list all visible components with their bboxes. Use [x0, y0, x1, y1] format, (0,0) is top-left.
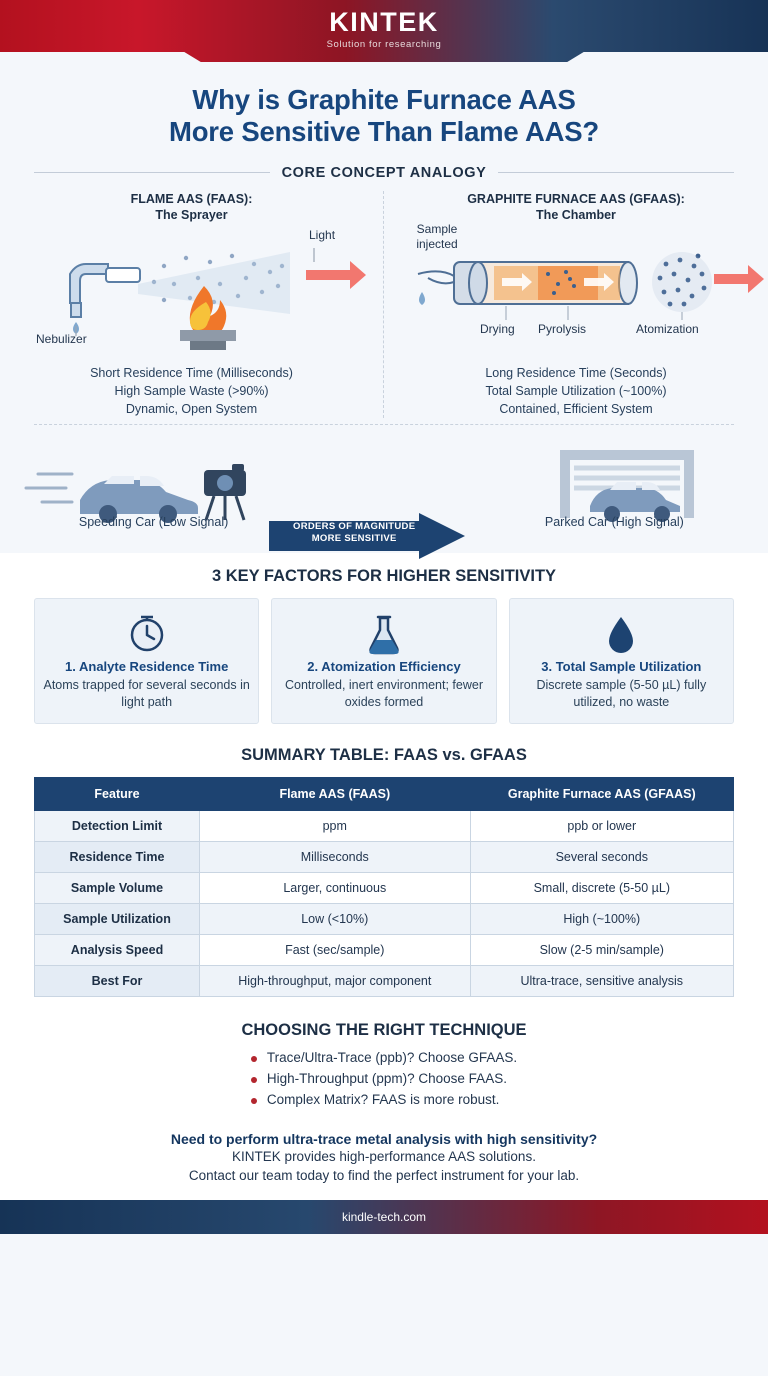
speeding-car-icon	[8, 444, 308, 526]
cta-line-1: Need to perform ultra-trace metal analysis with high sensitivity?	[170, 1130, 598, 1147]
flame-aas-subheading: The Sprayer	[155, 207, 228, 222]
gfaas-fact-3: Contained, Efficient System	[499, 402, 653, 416]
row-5-faas: High-throughput, major component	[200, 965, 471, 996]
sample-injected-label: Sample injected	[416, 221, 458, 251]
choosing-heading: CHOOSING THE RIGHT TECHNIQUE	[241, 1020, 527, 1039]
summary-table-heading: SUMMARY TABLE: FAAS vs. GFAAS	[241, 745, 527, 764]
band-rule-left	[34, 172, 270, 173]
gfaas-column	[384, 191, 768, 418]
row-5-gfaas: Ultra-trace, sensitive analysis	[470, 965, 733, 996]
factor-card-1	[34, 598, 259, 724]
factor-2-desc: Controlled, inert environment; fewer oxides formed	[284, 678, 483, 709]
flame-aas-facts	[14, 364, 369, 418]
car-analogy	[0, 431, 768, 543]
row-4-feature: Analysis Speed	[35, 934, 200, 965]
table-row	[35, 872, 734, 903]
speeding-car-caption: Speeding Car (Low Signal)	[78, 514, 229, 529]
page-footer	[0, 1200, 768, 1234]
parked-car-icon	[498, 444, 758, 526]
row-4-faas: Fast (sec/sample)	[200, 934, 471, 965]
key-factors-heading: 3 KEY FACTORS FOR HIGHER SENSITIVITY	[211, 567, 557, 586]
choosing-bullet-1: Trace/Ultra-Trace (ppb)? Choose GFAAS.	[251, 1048, 517, 1069]
analogy-divider	[34, 424, 734, 425]
row-2-faas: Larger, continuous	[200, 872, 471, 903]
row-1-feature: Residence Time	[35, 841, 200, 872]
row-3-gfaas: High (~100%)	[470, 903, 733, 934]
light-label: Light	[309, 227, 336, 242]
factor-3-title: 3. Total Sample Utilization	[541, 659, 702, 675]
comparison-columns	[0, 191, 768, 418]
row-5-feature: Best For	[35, 965, 200, 996]
clock-icon	[43, 611, 250, 657]
flame-fact-1: Short Residence Time (Milliseconds)	[90, 365, 293, 380]
table-row	[35, 934, 734, 965]
factor-1-title: 1. Analyte Residence Time	[65, 659, 229, 675]
row-0-gfaas: ppb or lower	[470, 810, 733, 841]
row-3-faas: Low (<10%)	[200, 903, 471, 934]
key-factors-section	[0, 553, 768, 740]
gfaas-heading: GRAPHITE FURNACE AAS (GFAAS):	[467, 191, 685, 206]
factor-cards	[0, 598, 768, 724]
core-concept-label: CORE CONCEPT ANALOGY	[281, 164, 487, 181]
row-2-gfaas: Small, discrete (5-50 µL)	[470, 872, 733, 903]
summary-table-section	[0, 740, 768, 1011]
title-line-1: Why is Graphite Furnace AAS	[192, 84, 576, 115]
band-rule-right	[498, 172, 734, 173]
table-row	[35, 841, 734, 872]
row-0-faas: ppm	[200, 810, 471, 841]
droplet-icon	[518, 611, 725, 657]
flame-fact-2: High Sample Waste (>90%)	[114, 383, 269, 398]
col-feature: Feature	[35, 777, 200, 810]
factor-card-3	[509, 598, 734, 724]
gfaas-illustration	[398, 221, 754, 358]
row-2-feature: Sample Volume	[35, 872, 200, 903]
title-line-2: More Sensitive Than Flame AAS?	[168, 116, 600, 148]
gfaas-fact-1: Long Residence Time (Seconds)	[485, 365, 667, 380]
flame-fact-3: Dynamic, Open System	[125, 402, 258, 416]
arrow-label: ORDERS OF MAGNITUDE MORE SENSITIVE	[293, 521, 416, 544]
factor-1-desc: Atoms trapped for several seconds in light path	[43, 678, 250, 709]
gfaas-fact-2: Total Sample Utilization (~100%)	[485, 383, 667, 398]
brand-logo: KINTEK	[329, 7, 439, 37]
table-header-row	[35, 777, 734, 810]
parked-car-caption: Parked Car (High Signal)	[544, 514, 684, 529]
choosing-bullets	[251, 1048, 517, 1111]
summary-table	[34, 777, 734, 997]
brand-block	[0, 7, 768, 50]
core-concept-band	[34, 165, 734, 181]
row-0-feature: Detection Limit	[35, 810, 200, 841]
stage-pyrolysis-label: Pyrolysis	[538, 321, 587, 336]
table-row	[35, 903, 734, 934]
page-header	[0, 0, 768, 62]
choosing-section	[0, 1011, 768, 1121]
parked-car-block	[461, 444, 768, 531]
factor-2-title: 2. Atomization Efficiency	[307, 659, 461, 675]
stage-atomization-label: Atomization	[636, 321, 699, 336]
choosing-bullet-2: High-Throughput (ppm)? Choose FAAS.	[251, 1069, 517, 1090]
flame-aas-heading: FLAME AAS (FAAS):	[130, 191, 253, 206]
flame-aas-illustration	[14, 226, 369, 358]
table-row	[35, 810, 734, 841]
gfaas-facts	[398, 364, 754, 418]
footer-site[interactable]: kindle-tech.com	[341, 1209, 427, 1224]
row-1-gfaas: Several seconds	[470, 841, 733, 872]
cta-block	[0, 1121, 768, 1200]
col-gfaas: Graphite Furnace AAS (GFAAS)	[470, 777, 733, 810]
nebulizer-label: Nebulizer	[36, 331, 87, 346]
row-4-gfaas: Slow (2-5 min/sample)	[470, 934, 733, 965]
cta-line-2: KINTEK provides high-performance AAS solutions.	[232, 1148, 536, 1164]
speeding-car-block	[0, 444, 307, 531]
stage-drying-label: Drying	[480, 321, 515, 336]
table-row	[35, 965, 734, 996]
choosing-bullet-3: Complex Matrix? FAAS is more robust.	[251, 1090, 517, 1111]
factor-3-desc: Discrete sample (5-50 µL) fully utilized, no waste	[536, 678, 707, 709]
col-faas: Flame AAS (FAAS)	[200, 777, 471, 810]
factor-card-2	[271, 598, 496, 724]
brand-tagline: Solution for researching	[326, 39, 442, 50]
flask-icon	[280, 611, 487, 657]
row-3-feature: Sample Utilization	[35, 903, 200, 934]
gfaas-subheading: The Chamber	[536, 207, 616, 222]
row-1-faas: Milliseconds	[200, 841, 471, 872]
cta-line-3: Contact our team today to find the perfect instrument for your lab.	[188, 1168, 580, 1184]
flame-aas-column	[0, 191, 384, 418]
